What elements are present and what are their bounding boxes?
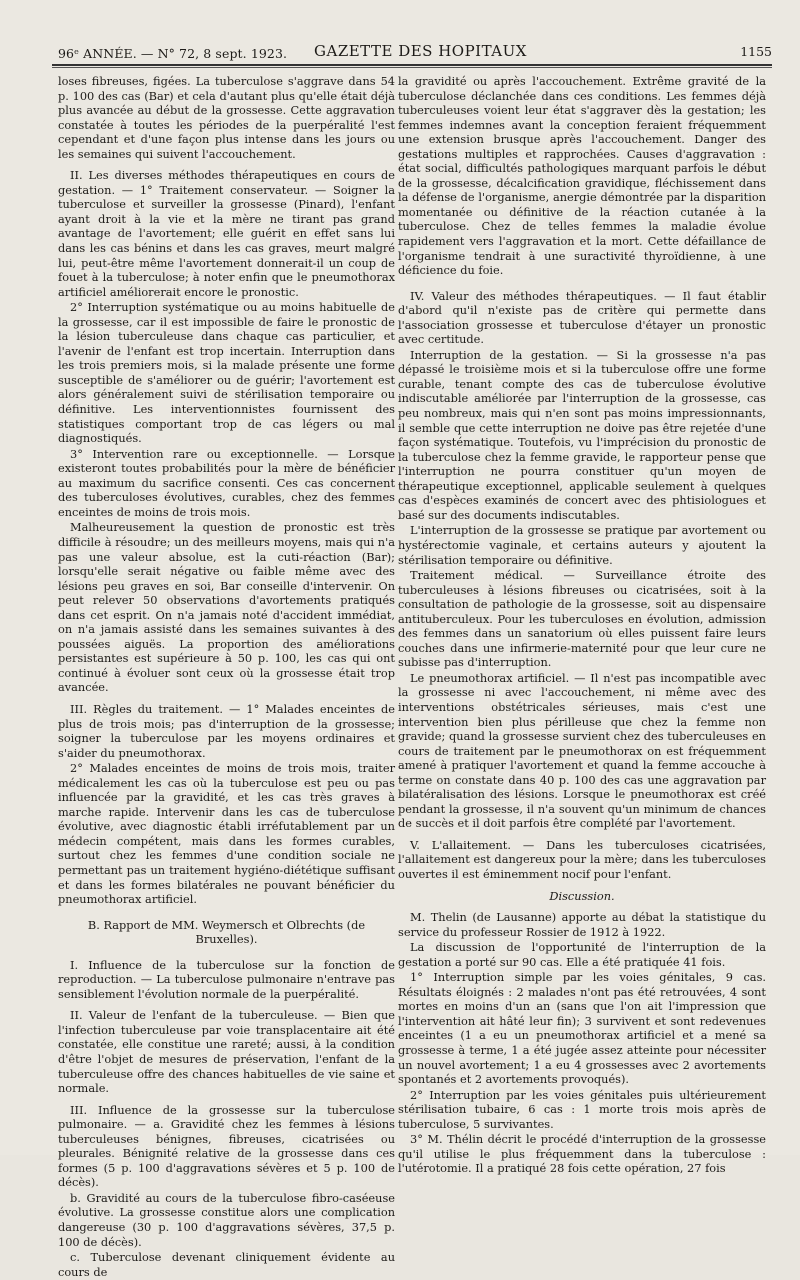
paragraph: la gravidité ou après l'accouchement. Extrême gravité de la tuberculose déclanchée dans ces conditions. Les femmes déjà tuberculeuses voient leur état s'aggraver dès la gestation; les femmes indemnes avant la conception feraient fréquemment une extension brusque après l'accouchement. Danger des gestations multiples et rapprochées. Causes d'aggravation : état social, difficultés pathologiques marquant parfois le début de la grossesse, décalcification gravidique, fléchissement dans la défense de l'organisme, anergie démontrée par la disparition momentanée ou définitive de la réaction cutanée à la tuberculose. Chez de telles femmes la maladie évolue rapidement vers l'aggravation et la mort. Cette défaillance de l'organisme tendrait à une suractivité thyroïdienne, à une déficience du foie. — [398, 74, 766, 278]
section-heading-paragraph: IV. Valeur des méthodes thérapeutiques. — Il faut établir d'abord qu'il n'existe pas de critère qui permette dans l'association grossesse et tuberculose d'étayer un pronostic avec certitude. — [398, 288, 766, 347]
paragraph: Malheureusement la question de pronostic est très difficile à résoudre; un des meilleurs moyens, mais qui n'a pas une valeur absolue, est la cuti-réaction (Bar); lorsqu'elle serait négative ou faible même avec des lésions peu graves en soi, Bar conseille d'intervenir. On peut relever 50 observations d'avortements pratiqués dans cet esprit. On n'a jamais noté d'accident immédiat, on n'a jamais assisté dans les semaines suivantes à des poussées aiguës. La proportion des améliorations persistantes est supérieure à 50 p. 100, les cas qui ont continué à évoluer sont ceux où la grossesse était trop avancée. — [58, 520, 395, 695]
paragraph: 3° M. Thélin décrit le procédé d'interruption de la grossesse qu'il utilise le plus fréquemment dans la tuberculose : l'utérotomie. Il a pratiqué 28 fois cette opération, 27 fois — [398, 1132, 766, 1176]
header-rule-thin — [52, 67, 772, 68]
paragraph: 1° Interruption simple par les voies génitales, 9 cas. Résultats éloignés : 2 malades n'ont pas été retrouvées, 4 sont mortes en moins d'un an (sans que l'on ait l'impression que l'intervention ait hâté leur fin); 3 survivent et sont redevenues enceintes (1 a eu un pneumothorax artificiel et a mené sa grossesse à terme, 1 a été jugée assez atteinte pour nécessiter un nouvel avortement; 1 a eu 4 grossesses avec 2 avortements spontanés et 2 avortements provoqués). — [398, 970, 766, 1087]
paragraph: Interruption de la gestation. — Si la grossesse n'a pas dépassé le troisième mois et si la tuberculose offre une forme curable, tenant compte des cas de tuberculose évolutive indiscutable améliorée par l'interruption de la grossesse, cas peu nombreux, mais qui n'en sont pas moins impressionnants, il semble que cette interruption ne doive pas être rejetée d'une façon systématique. Toutefois, vu l'imprécision du pronostic de la tuberculose chez la femme gravide, le rapporteur pense que l'interruption ne pourra constituer qu'un moyen de thérapeutique exceptionnel, applicable seulement à quelques cas d'espèces examinés de concert avec des phtisiologues et basé sur des documents indiscutables. — [398, 347, 766, 522]
right-column — [398, 74, 766, 1177]
section-heading-paragraph: V. L'allaitement. — Dans les tuberculoses cicatrisées, l'allaitement est dangereux pour la mère; dans les tuberculoses ouvertes il est éminemment nocif pour l'enfant. — [398, 837, 766, 881]
section-heading-paragraph: II. Les diverses méthodes thérapeutiques en cours de gestation. — 1° Traitement conservateur. — Soigner la tuberculose et surveiller la grossesse (Pinard), l'enfant ayant droit à la vie et la mère ne tirant pas grand avantage de l'avortement; elle guérit en effet sans lui dans les cas bénins et dans les cas graves, meurt malgré lui, peut-être même l'avortement donnerait-il un coup de fouet à la tuberculose; à noter enfin que le pneumothorax artificiel améliorerait encore le pronostic. — [58, 168, 395, 299]
paragraph: Le pneumothorax artificiel. — Il n'est pas incompatible avec la grossesse ni avec l'accouchement, ni même avec des interventions obstétricales sérieuses, mais c'est une intervention bien plus périlleuse que chez la femme non gravide; quand la grossesse survient chez des tuberculeuses en cours de traitement par le pneumothorax on est fréquemment amené à pratiquer l'avortement et quand la femme accouche à terme on constate dans 40 p. 100 des cas une aggravation par bilatéralisation des lésions. Lorsque le pneumothorax est créé pendant la grossesse, il n'a souvent qu'un minimum de chances de succès et il doit parfois être complété par l'avortement. — [398, 670, 766, 831]
header-rule — [52, 64, 772, 66]
paragraph: b. Gravidité au cours de la tuberculose fibro-caséeuse évolutive. La grossesse constitue alors une complication dangereuse (30 p. 100 d'aggravations sévères, 37,5 p. 100 de décès). — [58, 1190, 395, 1249]
section-heading-paragraph: II. Valeur de l'enfant de la tuberculeuse. — Bien que l'infection tuberculeuse par voie transplacentaire ait été constatée, elle constitue une rareté; aussi, à la condition d'être l'objet de mesures de préservation, l'enfant de la tuberculeuse offre des chances habituelles de vie saine et normale. — [58, 1008, 395, 1096]
left-column — [58, 74, 395, 1280]
discussion-heading: Discussion. — [549, 888, 615, 903]
paragraph: La discussion de l'opportunité de l'interruption de la gestation a porté sur 90 cas. Elle a été pratiquée 41 fois. — [398, 940, 766, 969]
paragraph: 2° Interruption par les voies génitales puis ultérieurement stérilisation tubaire, 6 cas : 1 morte trois mois après de tuberculose, 5 survivantes. — [398, 1087, 766, 1131]
paragraph: M. Thelin (de Lausanne) apporte au débat la statistique du service du professeur Rossier de 1912 à 1922. — [398, 910, 766, 939]
paragraph: 3° Intervention rare ou exceptionnelle. — Lorsque existeront toutes probabilités pour la mère de bénéficier au maximum du sacrifice consenti. Ces cas concernent des tuberculoses évolutives, curables, chez des femmes enceintes de moins de trois mois. — [58, 446, 395, 519]
paragraph: 2° Interruption systématique ou au moins habituelle de la grossesse, car il est impossible de faire le pronostic de la lésion tuberculeuse dans chaque cas particulier, et l'avenir de l'enfant est trop incertain. Interruption dans les trois premiers mois, si la malade présente une forme susceptible de s'améliorer ou de guérir; l'avortement est alors généralement suivi de stérilisation temporaire ou définitive. Les interventionnistes fournissent des statistiques comportant trop de cas légers ou mal diagnostiqués. — [58, 300, 395, 446]
paragraph: c. Tuberculose devenant cliniquement évidente au cours de — [58, 1250, 395, 1279]
page-header — [52, 38, 772, 62]
report-title: B. Rapport de MM. Weymersch et Olbrechts (de Bruxelles). — [87, 917, 366, 947]
section-heading-paragraph: III. Influence de la grossesse sur la tuberculose pulmonaire. — a. Gravidité chez les femmes à lésions tuberculeuses bénignes, fibreuses, cicatrisées ou pleurales. Bénignité relative de la grossesse dans ces formes (5 p. 100 d'aggravations sévères et 5 p. 100 de décès). — [58, 1102, 395, 1190]
paragraph: Traitement médical. — Surveillance étroite des tuberculeuses à lésions fibreuses ou cicatrisées, soit à la consultation de pathologie de la grossesse, soit au dispensaire antituberculeux. Pour les tuberculoses en évolution, admission des femmes dans un sanatorium où elles puissent faire leurs couches dans une infirmerie-maternité pour que leur cure ne subisse pas d'interruption. — [398, 568, 766, 670]
section-heading-paragraph: I. Influence de la tuberculose sur la fonction de reproduction. — La tuberculose pulmonaire n'entrave pas sensiblement l'évolution normale de la puerpéralité. — [58, 957, 395, 1001]
paragraph: 2° Malades enceintes de moins de trois mois, traiter médicalement les cas où la tuberculose est peu ou pas influencée par la gravidité, et les cas très graves à marche rapide. Intervenir dans les cas de tuberculose évolutive, avec diagnostic établi irréfutablement par un médecin compétent, mais dans les formes curables, surtout chez les femmes d'une condition sociale ne permettant pas un traitement hygiéno-diététique suffisant et dans les formes bilatérales ne pouvant bénéficier du pneumothorax artificiel. — [58, 761, 395, 907]
paragraph: L'interruption de la grossesse se pratique par avortement ou hystérectomie vaginale, et certains auteurs y ajoutent la stérilisation temporaire ou définitive. — [398, 523, 766, 567]
section-heading-paragraph: III. Règles du traitement. — 1° Malades enceintes de plus de trois mois; pas d'interruption de la grossesse; soigner la tuberculose par les moyens ordinaires et s'aider du pneumothorax. — [58, 701, 395, 760]
issue-info: 96ᵉ ANNÉE. — N° 72, 8 sept. 1923. — [58, 46, 288, 61]
journal-title: GAZETTE DES HOPITAUX — [314, 42, 527, 60]
paragraph: loses fibreuses, figées. La tuberculose s'aggrave dans 54 p. 100 des cas (Bar) et cela d'autant plus qu'elle était déjà plus avancée au début de la grossesse. Cette aggravation constatée à toutes les périodes de la puerpéralité l'est cependant et d'une façon plus intense dans les jours ou les semaines qui suivent l'accouchement. — [58, 74, 395, 161]
page-number: 1155 — [740, 44, 772, 59]
